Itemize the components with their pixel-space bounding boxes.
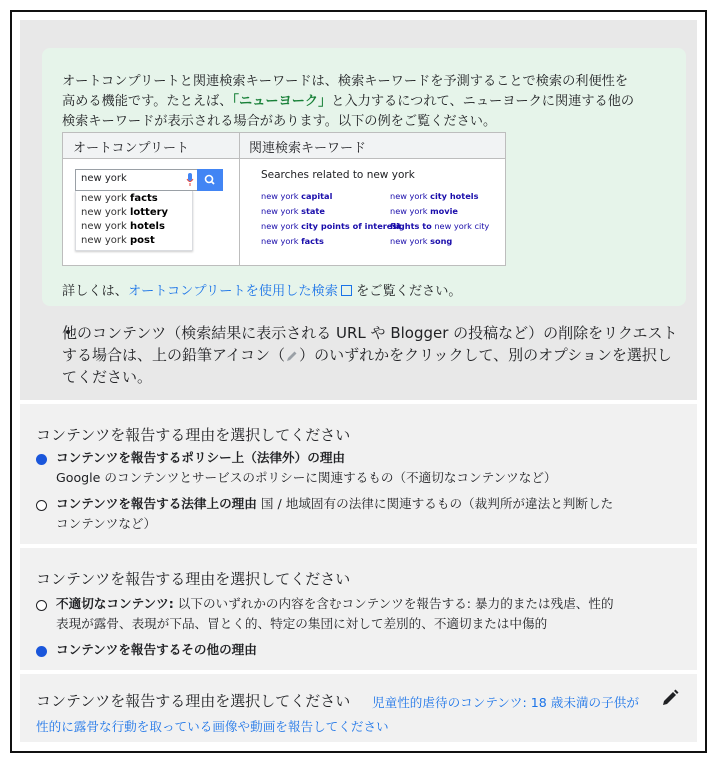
external-link-icon[interactable] — [341, 285, 352, 296]
info-line-1: オートコンプリートと関連検索キーワードは、検索キーワードを予測することで検索の利便性を — [62, 74, 629, 89]
header-autocomplete: オートコンプリート — [73, 141, 189, 156]
option-other-reason[interactable] — [56, 640, 257, 660]
info-highlight: 「ニューヨーク」 — [232, 94, 332, 109]
related-searches-title: Searches related to new york — [261, 169, 415, 181]
section-title: コンテンツを報告する理由を選択してください — [36, 570, 351, 588]
learn-more-pre: 詳しくは、 — [62, 284, 128, 299]
option-inappropriate-content[interactable] — [56, 594, 614, 634]
table-header — [63, 133, 505, 159]
microphone-icon — [186, 173, 194, 187]
option-label: コンテンツを報告する法律上の理由 — [56, 496, 257, 511]
radio-policy-reason[interactable] — [36, 454, 47, 465]
option-description-cont: コンテンツなど） — [56, 516, 157, 531]
option-description-cont: 表現が露骨、表現が下品、冒とく的、特定の集団に対して差別的、不適切または中傷的 — [56, 616, 548, 631]
option-label: 不適切なコンテンツ: — [56, 596, 174, 611]
pencil-icon — [285, 349, 299, 363]
option-label: コンテンツを報告するその他の理由 — [56, 642, 257, 657]
info-text — [62, 72, 662, 132]
related-link: new york state — [261, 206, 325, 216]
radio-inappropriate-content[interactable] — [36, 600, 47, 611]
suggestion-item: new york lottery — [81, 207, 169, 218]
option-policy-reason[interactable] — [56, 448, 557, 488]
reason-summary — [20, 674, 697, 742]
summary-answer-cont: 性的に露骨な行動を取っている画像や動画を報告してください — [36, 719, 389, 734]
example-search-value: new york — [81, 173, 127, 184]
other-content-note — [62, 322, 682, 388]
reason-section-1 — [20, 404, 697, 544]
related-link: new york facts — [261, 236, 324, 246]
search-icon — [197, 169, 223, 191]
learn-more-line — [62, 280, 462, 299]
comparison-table — [62, 132, 506, 266]
info-line-3: 検索キーワードが表示される場合があります。以下の例をご覧ください。 — [62, 114, 497, 129]
help-panel — [20, 20, 697, 400]
info-line-2-pre: 高める機能です。たとえば、 — [62, 94, 233, 109]
info-box — [42, 48, 686, 306]
option-description: 国 / 地域固有の法律に関連するもの（裁判所が違法と判断した — [256, 496, 614, 511]
suggestion-list — [75, 191, 193, 251]
note-text-pre: 他のコンテンツ（検索結果に表示される URL や Blogger の投稿など）の削除をリクエストする場合は、上の鉛筆アイコン（ — [62, 324, 678, 364]
summary-answer: 児童性的虐待のコンテンツ: 18 歳未満の子供が — [372, 695, 639, 710]
radio-other-reason[interactable] — [36, 646, 47, 657]
autocomplete-example — [75, 169, 223, 251]
related-link: new york movie — [390, 206, 458, 216]
summary-question: コンテンツを報告する理由を選択してください — [36, 692, 351, 710]
option-description: 以下のいずれかの内容を含むコンテンツを報告する: 暴力的または残虐、性的 — [173, 596, 614, 611]
option-legal-reason[interactable] — [56, 494, 613, 534]
related-link: new york song — [390, 236, 453, 246]
edit-pencil-icon[interactable] — [660, 688, 680, 708]
section-title: コンテンツを報告する理由を選択してください — [36, 426, 351, 444]
example-search-button — [197, 169, 223, 191]
related-link: flights to new york city — [390, 221, 490, 231]
related-link: new york city points of interest — [261, 221, 402, 231]
related-link: new york capital — [261, 191, 333, 201]
autocomplete-help-link[interactable]: オートコンプリートを使用した検索 — [127, 284, 338, 299]
option-description: Google のコンテンツとサービスのポリシーに関連するもの（不適切なコンテンツなど） — [56, 470, 557, 485]
table-divider — [239, 133, 240, 265]
screenshot-frame — [10, 10, 707, 753]
option-label: コンテンツを報告するポリシー上（法律外）の理由 — [56, 450, 346, 465]
note-text-post: ）のいずれかをクリックして、別のオプションを選択してください。 — [62, 346, 672, 386]
radio-legal-reason[interactable] — [36, 500, 47, 511]
related-link: new york city hotels — [390, 191, 479, 201]
example-search-box — [75, 169, 223, 191]
learn-more-post: をご覧ください。 — [356, 284, 462, 299]
suggestion-item: new york post — [81, 235, 155, 246]
header-related-searches: 関連検索キーワード — [249, 141, 367, 156]
reason-section-2 — [20, 548, 697, 670]
suggestion-item: new york facts — [81, 193, 158, 204]
info-line-2-post: と入力するにつれて、ニューヨークに関連する他の — [331, 94, 635, 109]
suggestion-item: new york hotels — [81, 221, 165, 232]
